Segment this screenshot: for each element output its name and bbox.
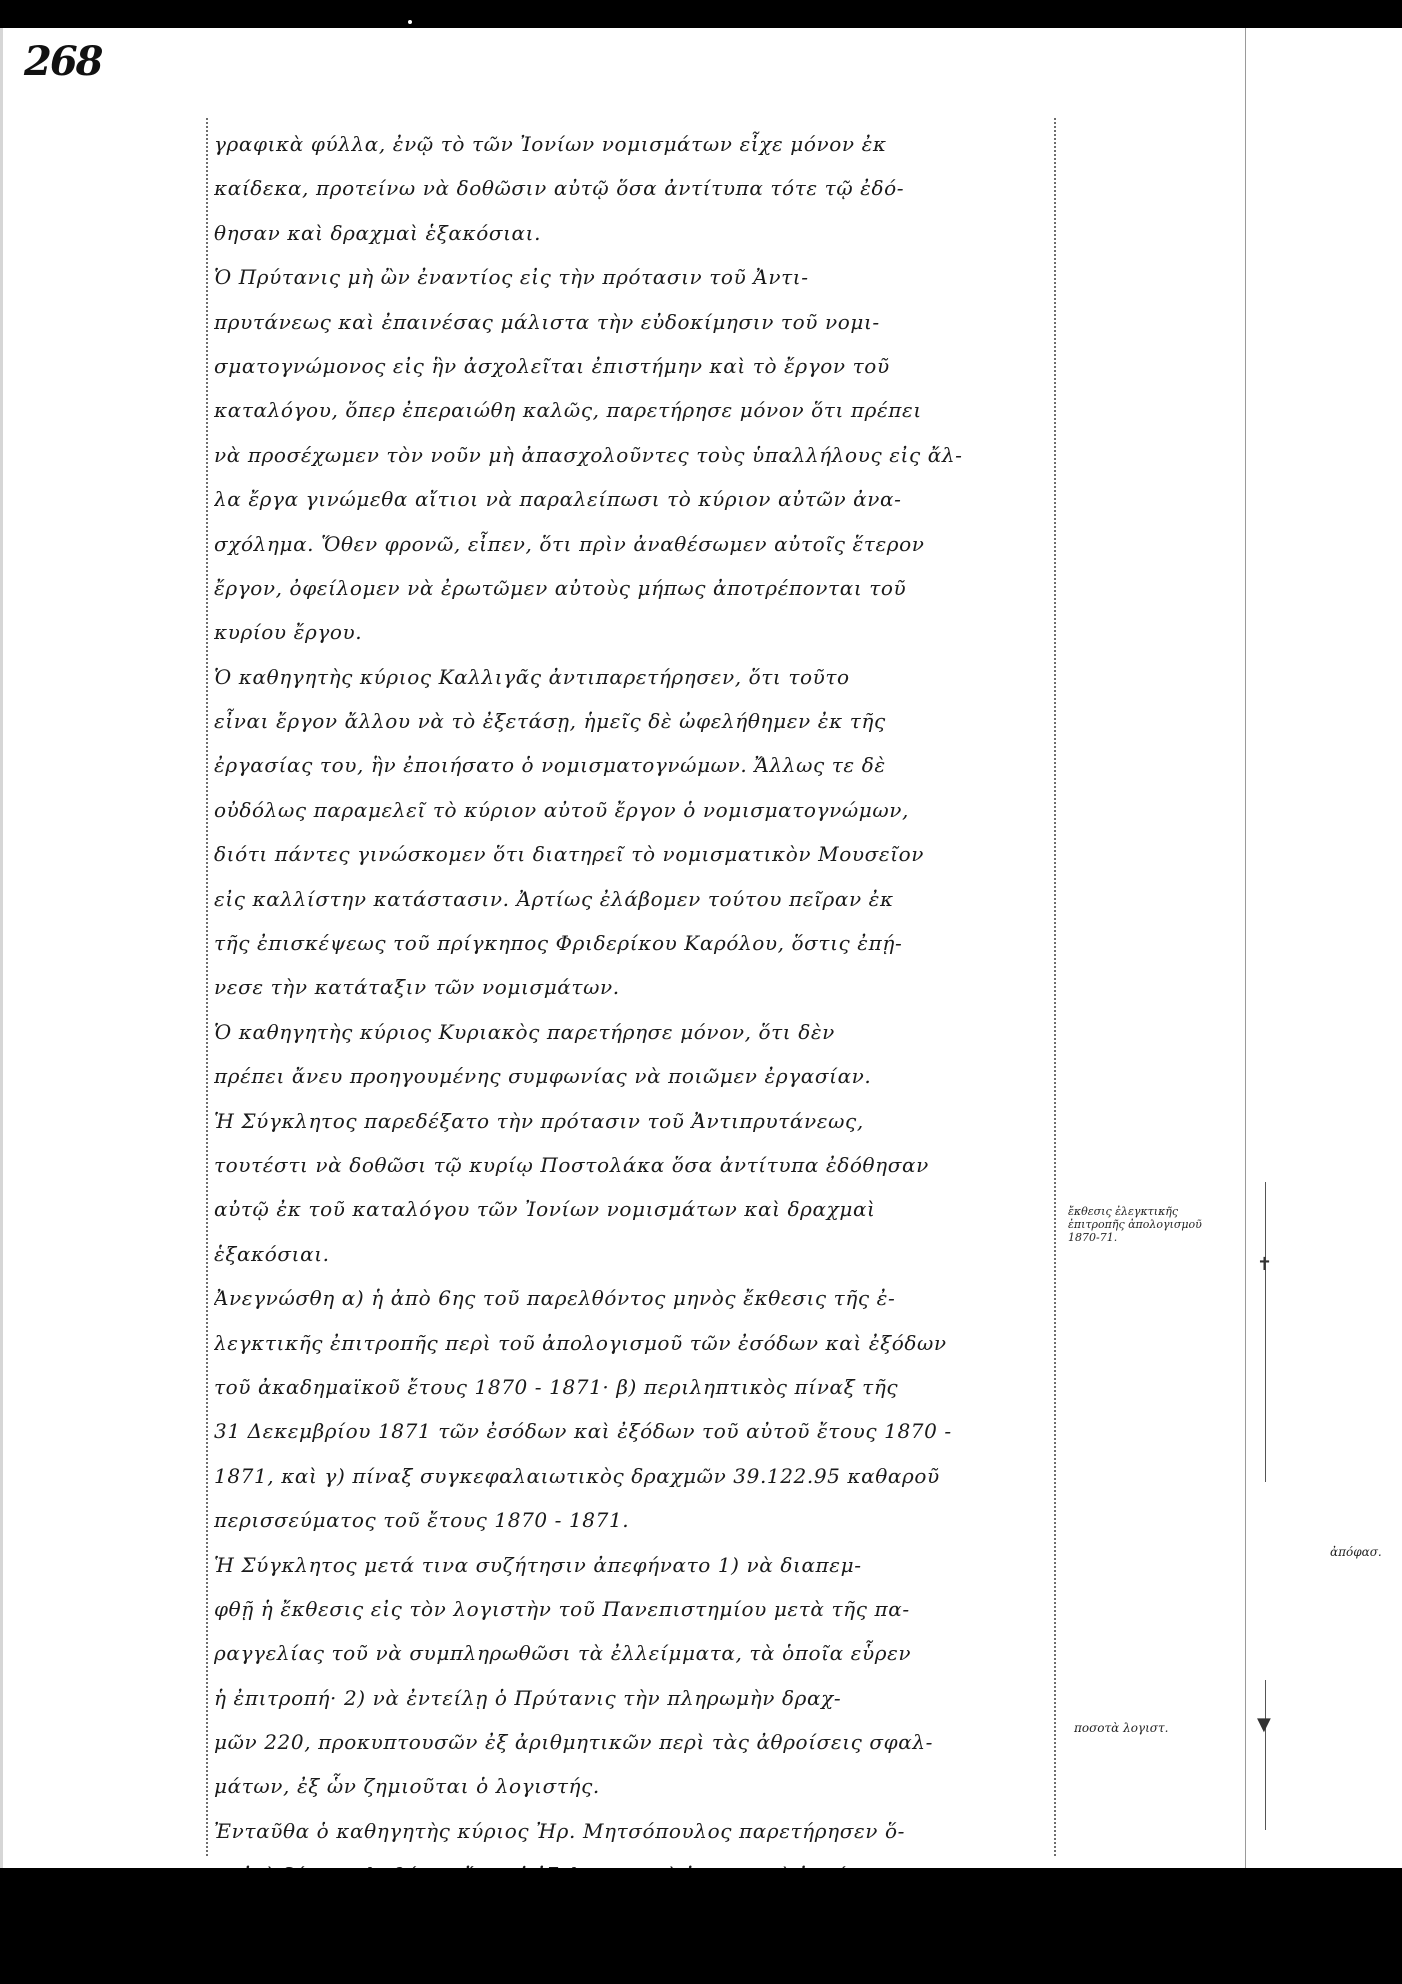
text-line: θησαν καὶ δραχμαὶ ἑξακόσιαι. xyxy=(214,220,542,245)
text-line: καίδεκα, προτείνω νὰ δοθῶσιν αὐτῷ ὅσα ἀντίτυπα τότε τῷ ἐδό- xyxy=(214,176,905,201)
text-line: ἐργασίας του, ἣν ἐποιήσατο ὁ νομισματογνώμων. Ἄλλως τε δὲ xyxy=(214,753,886,778)
text-line: μῶν 220, προκυπτουσῶν ἐξ ἀριθμητικῶν περὶ τὰς ἀθροίσεις σφαλ- xyxy=(214,1730,934,1755)
text-line: νεσε τὴν κατάταξιν τῶν νομισμάτων. xyxy=(214,975,620,1000)
text-line: εἰς καλλίστην κατάστασιν. Ἀρτίως ἐλάβομεν τούτου πεῖραν ἐκ xyxy=(214,886,894,911)
margin-pencil-line xyxy=(1265,1680,1266,1830)
text-line: σχόλημα. Ὅθεν φρονῶ, εἶπεν, ὅτι πρὶν ἀναθέσωμεν αὐτοῖς ἕτερον xyxy=(214,531,925,556)
margin-note-decision: ἀπόφασ. xyxy=(1330,1545,1382,1559)
text-line: οὐδόλως παραμελεῖ τὸ κύριον αὐτοῦ ἔργον ὁ νομισματογνώμων, xyxy=(214,797,909,822)
text-line: Ἡ Σύγκλητος παρεδέξατο τὴν πρότασιν τοῦ Ἀντιπρυτάνεως, xyxy=(214,1108,864,1133)
text-line: σματογνώμονος εἰς ἣν ἀσχολεῖται ἐπιστήμην καὶ τὸ ἔργον τοῦ xyxy=(214,353,890,378)
scan-bottom-border xyxy=(0,1868,1402,1984)
text-line: τῆς ἐπισκέψεως τοῦ πρίγκηπος Φριδερίκου Καρόλου, ὅστις ἐπῄ- xyxy=(214,931,903,956)
text-line: περισσεύματος τοῦ ἔτους 1870 - 1871. xyxy=(214,1508,630,1533)
text-line: νὰ προσέχωμεν τὸν νοῦν μὴ ἀπασχολοῦντες τοὺς ὑπαλλήλους εἰς ἄλ- xyxy=(214,442,963,467)
margin-note-accountant: ποσοτὰ λογιστ. xyxy=(1074,1721,1169,1735)
text-line: πρέπει ἄνευ προηγουμένης συμφωνίας νὰ ποιῶμεν ἐργασίαν. xyxy=(214,1064,872,1089)
text-line: μάτων, ἐξ ὧν ζημιοῦται ὁ λογιστής. xyxy=(214,1774,600,1799)
text-line: Ἀνεγνώσθη α) ἡ ἀπὸ 6ης τοῦ παρελθόντος μηνὸς ἔκθεσις τῆς ἐ- xyxy=(214,1286,896,1311)
margin-cross-mark-icon: ✝ xyxy=(1257,1254,1273,1275)
text-line: πρυτάνεως καὶ ἐπαινέσας μάλιστα τὴν εὐδοκίμησιν τοῦ νομι- xyxy=(214,309,880,334)
scan-top-border xyxy=(0,0,1402,28)
text-line: ραγγελίας τοῦ νὰ συμπληρωθῶσι τὰ ἐλλείμματα, τὰ ὁποῖα εὗρεν xyxy=(214,1641,912,1666)
manuscript-text-body xyxy=(214,122,1048,1942)
text-line: λεγκτικῆς ἐπιτροπῆς περὶ τοῦ ἀπολογισμοῦ τῶν ἐσόδων καὶ ἐξόδων xyxy=(214,1330,947,1355)
text-line: φθῇ ἡ ἔκθεσις εἰς τὸν λογιστὴν τοῦ Πανεπιστημίου μετὰ τῆς πα- xyxy=(214,1596,910,1621)
text-line: Ὁ Πρύτανις μὴ ὢν ἐναντίος εἰς τὴν πρότασιν τοῦ Ἀντι- xyxy=(214,265,809,290)
text-line: καταλόγου, ὅπερ ἐπεραιώθη καλῶς, παρετήρησε μόνον ὅτι πρέπει xyxy=(214,398,922,423)
text-line: ἡ ἐπιτροπή· 2) νὰ ἐντείλῃ ὁ Πρύτανις τὴν πληρωμὴν δραχ- xyxy=(214,1685,842,1710)
page-number: 268 xyxy=(24,38,102,85)
text-line: ἑξακόσιαι. xyxy=(214,1241,330,1266)
text-line: εἶναι ἔργον ἄλλου νὰ τὸ ἐξετάσῃ, ἡμεῖς δὲ ὠφελήθημεν ἐκ τῆς xyxy=(214,709,886,734)
text-line: Ὁ καθηγητὴς κύριος Κυριακὸς παρετήρησε μόνον, ὅτι δὲν xyxy=(214,1019,835,1044)
margin-note-audit-report: ἔκθεσις ἐλεγκτικῆς ἐπιτροπῆς ἀπολογισμοῦ 1870-71. xyxy=(1068,1205,1202,1244)
text-line: Ὁ καθηγητὴς κύριος Καλλιγᾶς ἀντιπαρετήρησεν, ὅτι τοῦτο xyxy=(214,664,850,689)
text-line: αὐτῷ ἐκ τοῦ καταλόγου τῶν Ἰονίων νομισμάτων καὶ δραχμαὶ xyxy=(214,1197,876,1222)
margin-cross-mark-icon: ▼ xyxy=(1257,1714,1271,1735)
text-line: Ἡ Σύγκλητος μετά τινα συζήτησιν ἀπεφήνατο 1) νὰ διαπεμ- xyxy=(214,1552,862,1577)
text-line: τουτέστι νὰ δοθῶσι τῷ κυρίῳ Ποστολάκα ὅσα ἀντίτυπα ἐδόθησαν xyxy=(214,1152,929,1177)
text-line: λα ἔργα γινώμεθα αἴτιοι νὰ παραλείπωσι τὸ κύριον αὐτῶν ἀνα- xyxy=(214,487,902,512)
text-line: 1871, καὶ γ) πίναξ συγκεφαλαιωτικὸς δραχμῶν 39.122.95 καθαροῦ xyxy=(214,1463,940,1488)
text-line: ἔργον, ὀφείλομεν νὰ ἐρωτῶμεν αὐτοὺς μήπως ἀποτρέπονται τοῦ xyxy=(214,575,907,600)
page-left-edge xyxy=(0,28,3,1868)
text-line: Ἐνταῦθα ὁ καθηγητὴς κύριος Ἠρ. Μητσόπουλος παρετήρησεν ὅ- xyxy=(214,1818,906,1843)
text-line: τοῦ ἀκαδημαϊκοῦ ἔτους 1870 - 1871· β) περιληπτικὸς πίναξ τῆς xyxy=(214,1374,899,1399)
page-right-edge xyxy=(1245,28,1246,1868)
text-line: διότι πάντες γινώσκομεν ὅτι διατηρεῖ τὸ νομισματικὸν Μουσεῖον xyxy=(214,842,925,867)
text-line: κυρίου ἔργου. xyxy=(214,620,363,645)
text-line: 31 Δεκεμβρίου 1871 τῶν ἐσόδων καὶ ἐξόδων τοῦ αὐτοῦ ἔτους 1870 - xyxy=(214,1419,952,1444)
scan-dust-mark xyxy=(408,20,412,24)
margin-pencil-line xyxy=(1265,1182,1266,1482)
text-line: γραφικὰ φύλλα, ἐνῷ τὸ τῶν Ἰονίων νομισμάτων εἶχε μόνον ἐκ xyxy=(214,132,887,156)
